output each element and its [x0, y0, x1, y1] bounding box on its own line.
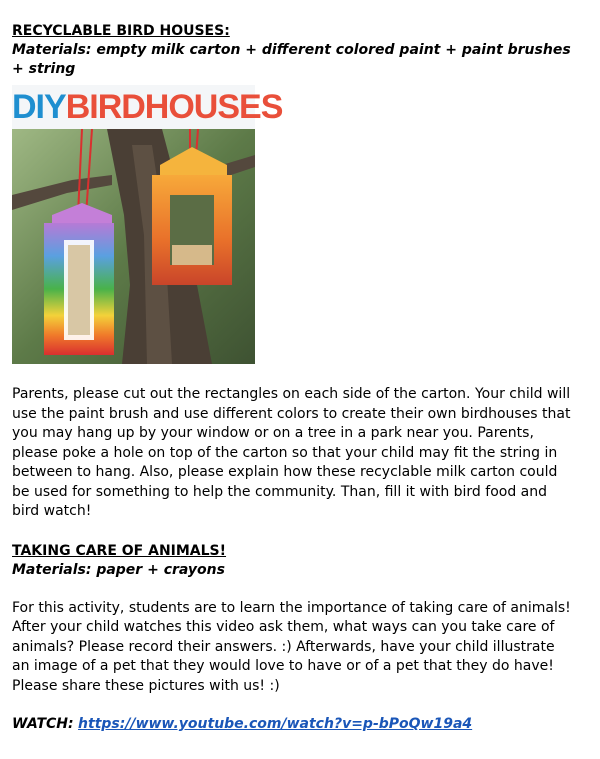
materials-bird-houses: Materials: empty milk carton + different colored paint + paint brushes + string [12, 42, 571, 77]
section-heading-animals: TAKING CARE OF ANIMALS! [12, 542, 227, 559]
youtube-video-link[interactable]: https://www.youtube.com/watch?v=p-bPoQw19a4 [78, 716, 473, 732]
animals-instructions: For this activity, students are to learn the importance of taking care of animals! After your child watches this video ask them, what ways can you take care of animals? Please record their answers. :) Afterwards, have your child illustrate an image of a pet that they would love to have or of a pet that they do have! Please share these pictures with us! :) [12, 599, 571, 694]
diy-birdhouses-photo [12, 85, 283, 364]
document-page [12, 22, 572, 735]
materials-animals: Materials: paper + crayons [12, 561, 225, 578]
watch-label: WATCH: [12, 716, 74, 732]
photo-title-birdhouses: BIRDHOUSES [65, 88, 283, 126]
photo-title-banner [12, 85, 283, 129]
section-heading-bird-houses: RECYCLABLE BIRD HOUSES: [12, 23, 230, 39]
watch-line [12, 715, 572, 735]
bird-houses-instructions: Parents, please cut out the rectangles on each side of the carton. Your child will use the paint brush and use different colors to create their own birdhouses that you may hang up by your window or on a tree in a park near you. Parents, please poke a hole on top of the carton so that your child may fit the string in between to hang. Also, please explain how these recyclable milk carton could be used for something to help the community. Than, fill it with bird food and bird watch! [12, 386, 571, 519]
photo-title-diy: DIY [12, 88, 66, 126]
